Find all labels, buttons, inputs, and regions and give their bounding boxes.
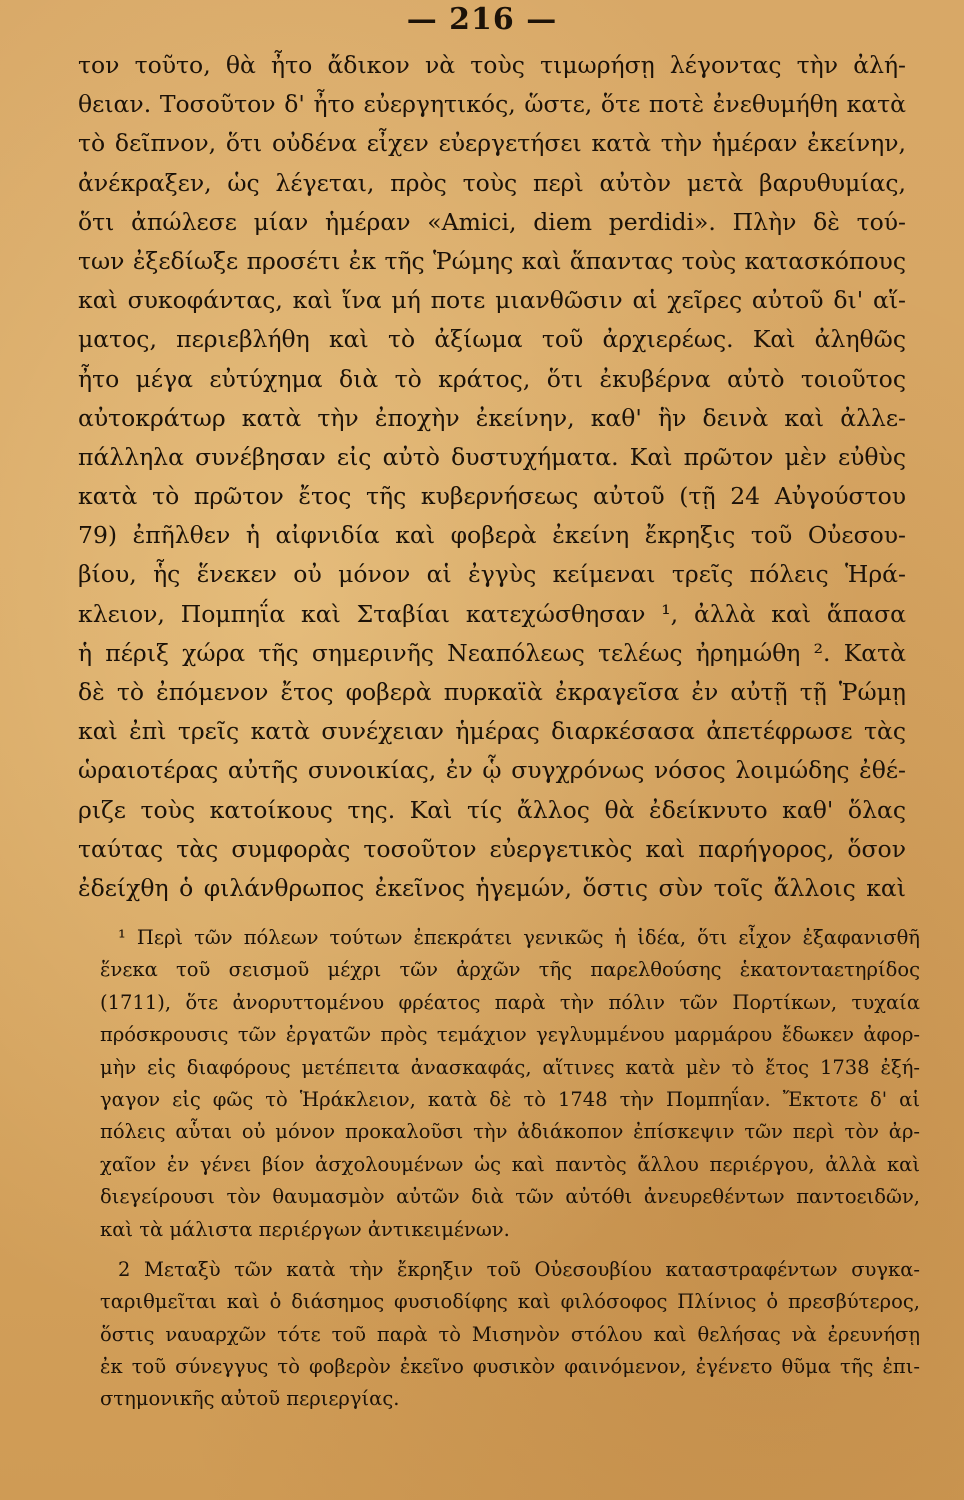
text-line: των ἐξεδίωξε προσέτι ἐκ τῆς Ῥώμης καὶ ἅπαντας τοὺς κατασκόπους (78, 246, 906, 275)
text-line: καὶ συκοφάντας, καὶ ἵνα μή ποτε μιανθῶσιν αἱ χεῖρες αὐτοῦ δι' αἵ- (78, 286, 906, 315)
text-line: 79) ἐπῆλθεν ἡ αἰφνιδία καὶ φοβερὰ ἐκείνη ἔκρηξις τοῦ Οὐεσου- (78, 521, 906, 550)
text-line: ὡραιοτέρας αὐτῆς συνοικίας, ἐν ᾧ συγχρόνως νόσος λοιμώδης ἐθέ- (78, 756, 906, 785)
footnote-1-line: ἕνεκα τοῦ σεισμοῦ μέχρι τῶν ἀρχῶν τῆς παρελθούσης ἑκατονταετηρίδος (100, 958, 920, 982)
footnote-2-line: 2 Μεταξὺ τῶν κατὰ τὴν ἔκρηξιν τοῦ Οὐεσουβίου καταστραφέντων συγκα- (118, 1257, 920, 1281)
text-line: κλειον, Πομπηΐα καὶ Σταβίαι κατεχώσθησαν ¹, ἀλλὰ καὶ ἅπασα (78, 599, 906, 628)
text-line: κατὰ τὸ πρῶτον ἔτος τῆς κυβερνήσεως αὐτοῦ (τῇ 24 Αὐγούστου (78, 482, 906, 511)
text-line: θειαν. Τοσοῦτον δ' ἦτο εὐεργητικός, ὥστε, ὅτε ποτὲ ἐνεθυμήθη κατὰ (78, 90, 906, 119)
footnote-1-line: πρόσκρουσις τῶν ἐργατῶν πρὸς τεμάχιον γεγλυμμένου μαρμάρου ἔδωκεν ἀφορ- (100, 1023, 920, 1047)
text-line: αὐτοκράτωρ κατὰ τὴν ἐποχὴν ἐκείνην, καθ' ἣν δεινὰ καὶ ἀλλε- (78, 403, 906, 432)
footnote-2-line: ὅστις ναυαρχῶν τότε τοῦ παρὰ τὸ Μισηνὸν στόλου καὶ θελήσας νὰ ἐρευνήσῃ (100, 1322, 920, 1346)
text-line: πάλληλα συνέβησαν εἰς αὐτὸ δυστυχήματα. Καὶ πρῶτον μὲν εὐθὺς (78, 442, 906, 471)
text-line: τον τοῦτο, θὰ ἦτο ἄδικον νὰ τοὺς τιμωρήσῃ λέγοντας τὴν ἀλή- (78, 51, 906, 79)
text-line: καὶ ἐπὶ τρεῖς κατὰ συνέχειαν ἡμέρας διαρκέσασα ἀπετέφρωσε τὰς (78, 717, 906, 746)
footnote-2-line: ταριθμεῖται καὶ ὁ διάσημος φυσιοδίφης καὶ φιλόσοφος Πλίνιος ὁ πρεσβύτερος, (100, 1290, 920, 1314)
text-line: ἀνέκραξεν, ὡς λέγεται, πρὸς τοὺς περὶ αὐτὸν μετὰ βαρυθυμίας, (78, 168, 906, 197)
footnote-2-line: ἐκ τοῦ σύνεγγυς τὸ φοβερὸν ἐκεῖνο φυσικὸν φαινόμενον, ἐγένετο θῦμα τῆς ἐπι- (100, 1355, 920, 1379)
footnote-1-line: μὴν εἰς διαφόρους μετέπειτα ἀνασκαφάς, αἵτινες κατὰ μὲν τὸ ἔτος 1738 ἐξή- (100, 1055, 920, 1079)
text-line: τὸ δεῖπνον, ὅτι οὐδένα εἶχεν εὐεργετήσει κατὰ τὴν ἡμέραν ἐκείνην, (78, 129, 906, 158)
text-line: ματος, περιεβλήθη καὶ τὸ ἀξίωμα τοῦ ἀρχιερέως. Καὶ ἀληθῶς (78, 325, 906, 354)
text-line: ἡ πέριξ χώρα τῆς σημερινῆς Νεαπόλεως τελέως ἠρημώθη ². Κατὰ (78, 638, 906, 667)
footnote-1-line: (1711), ὅτε ἀνορυττομένου φρέατος παρὰ τὴν πόλιν τῶν Πορτίκων, τυχαία (100, 990, 920, 1014)
text-line: ἦτο μέγα εὐτύχημα διὰ τὸ κράτος, ὅτι ἐκυβέρνα αὐτὸ τοιοῦτος (78, 364, 906, 393)
text-line: ριζε τοὺς κατοίκους της. Καὶ τίς ἄλλος θὰ ἐδείκνυτο καθ' ὅλας (78, 795, 906, 824)
footnote-1-line: πόλεις αὗται οὐ μόνον προκαλοῦσι τὴν ἀδιάκοπον ἐπίσκεψιν τῶν περὶ τὸν ἀρ- (100, 1120, 920, 1144)
text-line: ἐδείχθη ὁ φιλάνθρωπος ἐκεῖνος ἡγεμών, ὅστις σὺν τοῖς ἄλλοις καὶ (78, 873, 906, 902)
text-line: βίου, ἧς ἕνεκεν οὐ μόνον αἱ ἐγγὺς κείμεναι τρεῖς πόλεις Ἡρά- (78, 560, 906, 589)
text-line: δὲ τὸ ἐπόμενον ἔτος φοβερὰ πυρκαϊὰ ἐκραγεῖσα ἐν αὐτῇ τῇ Ῥώμῃ (78, 678, 906, 706)
footnote-1-line: καὶ τὰ μάλιστα περιέργων ἀντικειμένων. (100, 1217, 510, 1241)
main-text-block (78, 46, 906, 908)
text-line: ταύτας τὰς συμφορὰς τοσοῦτον εὐεργετικὸς καὶ παρήγορος, ὅσον (78, 834, 906, 863)
footnotes (100, 922, 920, 1416)
page-number: — 216 — (406, 2, 558, 37)
footnote-1-line: χαῖον ἐν γένει βίον ἀσχολουμένων ὡς καὶ παντὸς ἄλλου περιέργου, ἀλλὰ καὶ (100, 1152, 920, 1176)
footnote-1-line: γαγον εἰς φῶς τὸ Ἡράκλειον, κατὰ δὲ τὸ 1748 τὴν Πομπηΐαν. Ἔκτοτε δ' αἱ (100, 1087, 920, 1111)
footnote-1-line: ¹ Περὶ τῶν πόλεων τούτων ἐπεκράτει γενικῶς ἡ ἰδέα, ὅτι εἶχον ἐξαφανισθῆ (118, 926, 920, 949)
footnote-1-line: διεγείρουσι τὸν θαυμασμὸν αὐτῶν διὰ τῶν αὐτόθι ἀνευρεθέντων παντοειδῶν, (100, 1185, 920, 1209)
footnote-2-line: στημονικῆς αὐτοῦ περιεργίας. (100, 1387, 400, 1411)
text-line: ὅτι ἀπώλεσε μίαν ἡμέραν «Amici, diem perdidi». Πλὴν δὲ τού- (78, 207, 906, 236)
